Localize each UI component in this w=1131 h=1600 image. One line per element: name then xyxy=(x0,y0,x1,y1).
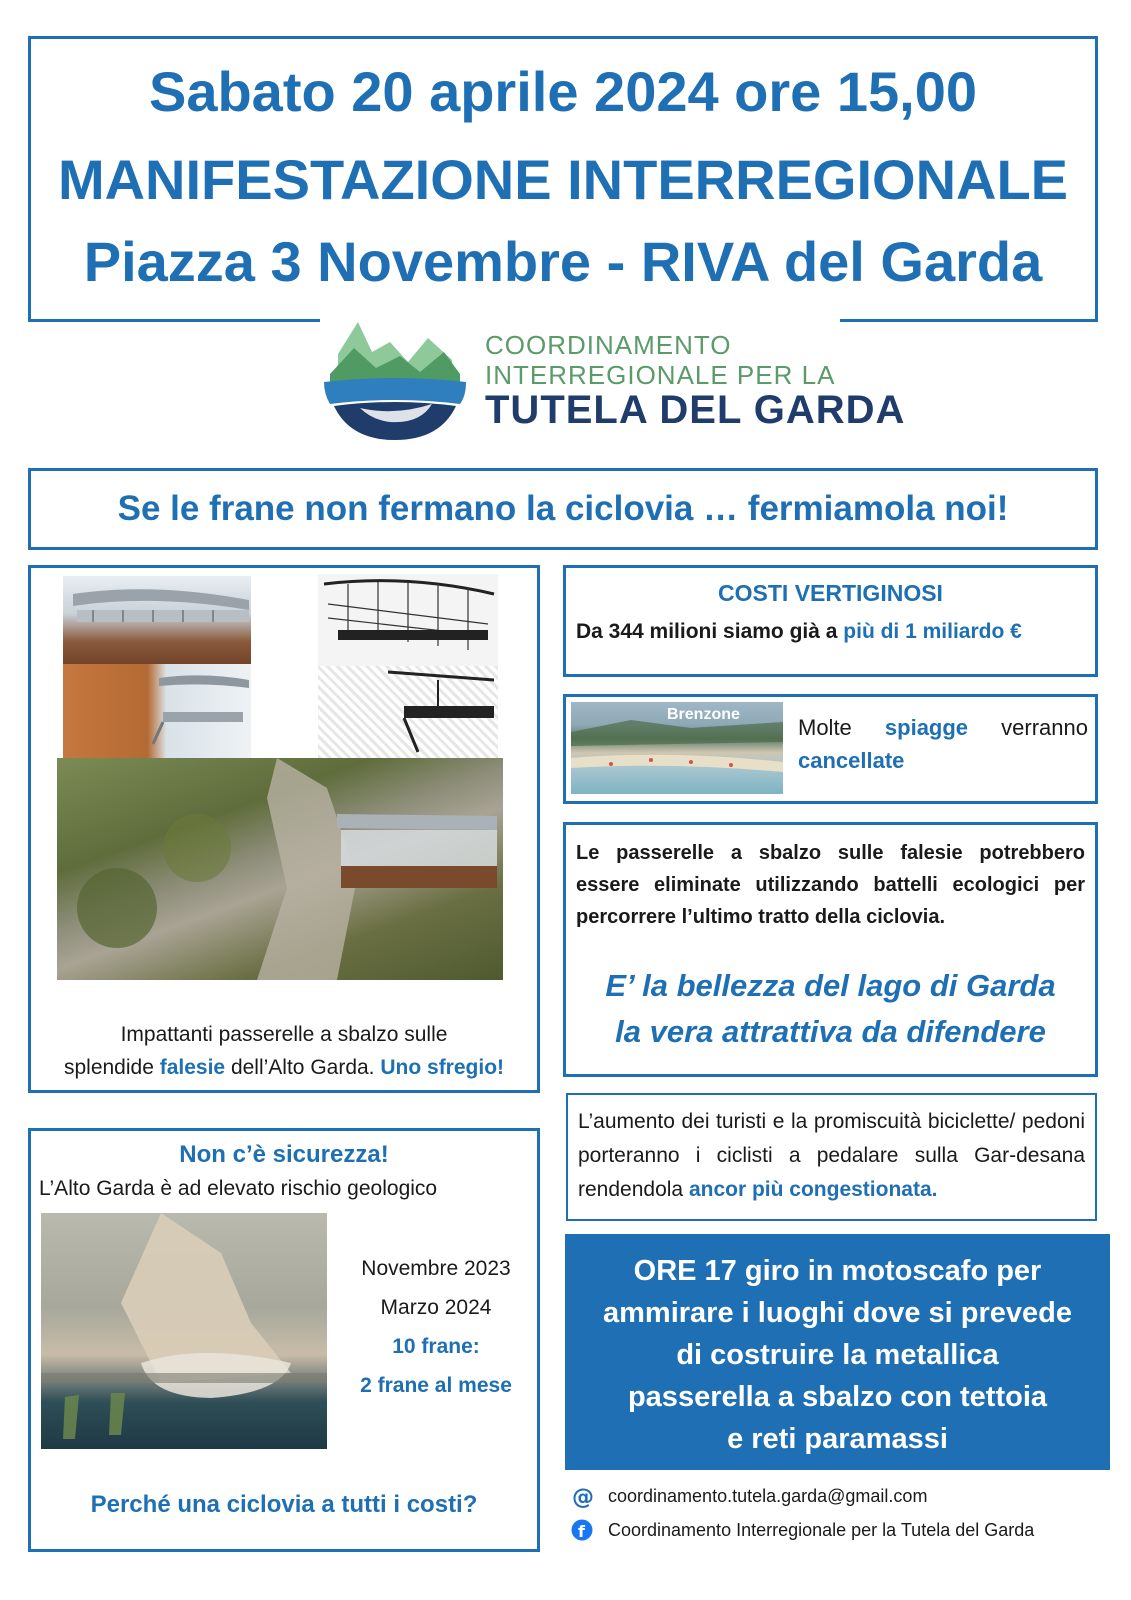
logo-text-line3: TUTELA DEL GARDA xyxy=(485,388,906,432)
organization-logo xyxy=(320,312,906,444)
beach-panel xyxy=(563,694,1098,804)
landslide-count: 10 frane: xyxy=(392,1335,480,1358)
boat-tour-text xyxy=(565,1250,1110,1460)
svg-text:@: @ xyxy=(572,1485,594,1508)
cancellate-highlight: cancellate xyxy=(798,748,905,773)
safety-subtext: L’Alto Garda è ad elevato rischio geologico xyxy=(39,1177,438,1200)
slogan-text: Se le frane non fermano la ciclovia … fermiamola noi! xyxy=(117,489,1009,528)
beauty-quote xyxy=(566,963,1095,1055)
safety-question: Perché una ciclovia a tutti i costi? xyxy=(90,1491,478,1518)
facebook-page-name[interactable]: Coordinamento Interregionale per la Tutela del Garda xyxy=(608,1519,1035,1540)
beauty-quote-line2: la vera attrattiva da difendere xyxy=(615,1014,1046,1049)
walkway-caption-text: splendide xyxy=(63,1056,160,1079)
sfregio-highlight: Uno sfregio! xyxy=(380,1056,505,1079)
boat-line3: di costruire la metallica xyxy=(676,1339,999,1371)
logo-emblem-icon xyxy=(320,312,470,444)
logo-text-line1: COORDINAMENTO xyxy=(485,330,732,360)
logo-text-line2: INTERREGIONALE PER LA xyxy=(485,360,836,390)
walkway-render-1-image xyxy=(63,576,251,670)
cliff-walkway-photo-image xyxy=(57,758,503,980)
congestion-highlight: ancor più congestionata. xyxy=(688,1178,938,1201)
event-location: Piazza 3 Novembre - RIVA del Garda xyxy=(83,230,1043,293)
tourists-panel xyxy=(566,1093,1097,1221)
svg-text:f: f xyxy=(578,1522,585,1541)
beauty-quote-line1: E’ la bellezza del lago di Garda xyxy=(605,968,1056,1003)
boat-tour-banner xyxy=(565,1234,1110,1470)
walkway-caption-text-2: dell’Alto Garda. xyxy=(225,1056,381,1079)
walkway-panel xyxy=(28,565,540,1093)
costs-text xyxy=(576,620,1022,644)
beach-text-1: Molte xyxy=(798,715,885,740)
landslide-dates xyxy=(343,1249,529,1405)
facebook-icon xyxy=(570,1518,594,1542)
safety-heading: Non c’è sicurezza! xyxy=(179,1141,389,1168)
safety-panel xyxy=(28,1128,540,1552)
costs-highlight: più di 1 miliardo € xyxy=(843,620,1022,643)
walkway-caption-line1: Impattanti passerelle a sbalzo sulle xyxy=(120,1023,448,1046)
spiagge-highlight: spiagge xyxy=(884,715,969,740)
costs-heading: COSTI VERTIGINOSI xyxy=(718,580,943,606)
boat-line1: ORE 17 giro in motoscafo per xyxy=(633,1255,1042,1287)
event-date-time: Sabato 20 aprile 2024 ore 15,00 xyxy=(148,60,978,123)
costs-lead: Da 344 milioni siamo già a xyxy=(576,620,844,643)
slogan-banner xyxy=(28,468,1098,550)
at-sign-icon xyxy=(570,1484,594,1508)
boat-line5: e reti paramassi xyxy=(727,1423,948,1455)
contacts xyxy=(570,1482,1110,1552)
walkway-caption xyxy=(31,1018,537,1084)
brenzone-label: Brenzone xyxy=(667,706,740,723)
email-address[interactable]: coordinamento.tutela.garda@gmail.com xyxy=(608,1485,928,1506)
date-end: Marzo 2024 xyxy=(380,1296,492,1319)
walkway-drawing-1-image xyxy=(318,574,498,666)
tourists-text xyxy=(578,1105,1085,1207)
boat-line2: ammirare i luoghi dove si prevede xyxy=(603,1297,1072,1329)
landslide-rate: 2 frane al mese xyxy=(360,1374,512,1397)
alternative-panel xyxy=(563,822,1098,1077)
walkway-caption-line2 xyxy=(31,1051,537,1084)
event-title: MANIFESTAZIONE INTERREGIONALE xyxy=(57,148,1069,211)
facebook-contact[interactable] xyxy=(570,1516,1034,1544)
beach-text-2: verranno xyxy=(968,715,1088,740)
beach-text xyxy=(798,711,1088,777)
costs-panel xyxy=(563,565,1098,677)
event-header xyxy=(28,36,1098,322)
walkway-drawing-2-image xyxy=(318,666,498,758)
date-start: Novembre 2023 xyxy=(361,1257,511,1280)
boat-line4: passerella a sbalzo con tettoia xyxy=(627,1381,1048,1413)
alternative-paragraph: Le passerelle a sbalzo sulle falesie potrebbero essere eliminate utilizzando battelli ecologici per percorrere l’ultimo tratto della ciclovia. xyxy=(576,842,1085,928)
walkway-render-2-image xyxy=(63,664,251,758)
landslide-photo-image xyxy=(41,1213,327,1449)
brenzone-beach-photo-image xyxy=(571,702,783,794)
tourists-lead: L’aumento dei turisti e la promiscuità biciclette/ pedoni porteranno i ciclisti a pedalare sulla Gar-desana rendendola xyxy=(578,1110,1085,1201)
email-contact[interactable] xyxy=(570,1482,927,1510)
falesie-highlight: falesie xyxy=(159,1056,226,1079)
